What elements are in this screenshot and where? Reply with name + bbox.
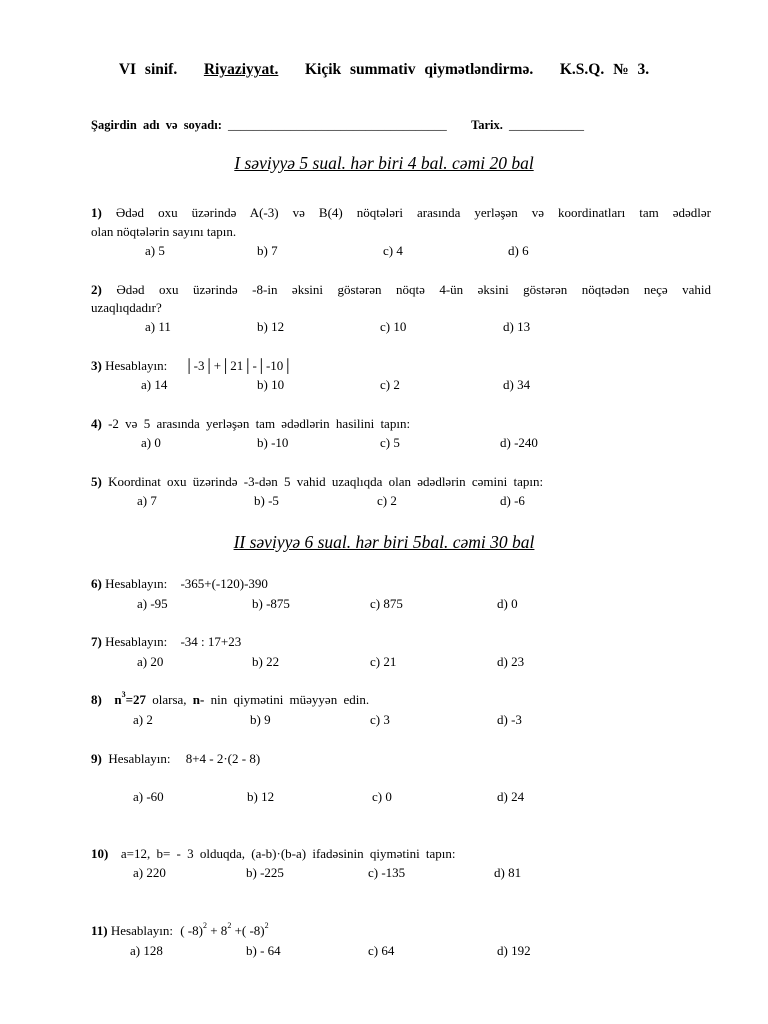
option-b[interactable]: b) 12 <box>257 319 285 334</box>
question-text: Ədəd oxu üzərində A(-3) və B(4) nöqtələri arasında yerləşən və koordinatları tam ədədlər <box>115 205 712 220</box>
question-number: 8) <box>91 692 102 707</box>
option-d[interactable]: d) -240 <box>500 435 538 450</box>
option-a[interactable]: a) 128 <box>130 943 163 958</box>
question-text: a=12, b= - 3 olduqda, (a-b)·(b-a) ifadəsinin qiymətini tapın: <box>120 846 456 861</box>
question-7 <box>91 634 241 650</box>
option-b[interactable]: b) - 64 <box>246 943 281 958</box>
subject-label: Riyaziyyat. <box>203 61 279 78</box>
question-label: Hesablayın: <box>110 923 173 938</box>
question-label: Hesablayın: <box>105 634 168 649</box>
option-c[interactable]: c) 5 <box>380 435 400 450</box>
question-number: 11) <box>91 923 108 938</box>
question-text: Ədəd oxu üzərində -8-in əksini göstərən nöqtə 4-ün əksini göstərən nöqtədən neçə vahid <box>116 282 712 297</box>
option-a[interactable]: a) 14 <box>141 377 168 392</box>
option-b[interactable]: b) -5 <box>254 493 279 508</box>
question-11 <box>91 923 269 939</box>
question-4 <box>91 416 410 432</box>
exponent: 2 <box>264 921 269 930</box>
option-b[interactable]: b) 7 <box>257 243 278 258</box>
option-a[interactable]: a) -60 <box>133 789 164 804</box>
option-c[interactable]: c) 21 <box>370 654 397 669</box>
option-b[interactable]: b) 9 <box>250 712 271 727</box>
question-number: 1) <box>91 205 102 220</box>
option-d[interactable]: d) 0 <box>497 596 518 611</box>
question-10 <box>91 846 456 862</box>
question-6 <box>91 576 268 592</box>
option-d[interactable]: d) 23 <box>497 654 525 669</box>
option-d[interactable]: d) 192 <box>497 943 531 958</box>
option-b[interactable]: b) -875 <box>252 596 290 611</box>
option-d[interactable]: d) 81 <box>494 865 522 880</box>
test-code: K.S.Q. № 3. <box>559 61 650 78</box>
option-b[interactable]: b) 22 <box>252 654 280 669</box>
test-title <box>0 61 768 79</box>
option-b[interactable]: b) -10 <box>257 435 289 450</box>
question-9 <box>91 751 260 767</box>
date-field[interactable]: ____________ <box>509 118 585 132</box>
question-number: 10) <box>91 846 109 861</box>
question-5 <box>91 474 543 490</box>
option-c[interactable]: c) 0 <box>372 789 392 804</box>
option-c[interactable]: c) 2 <box>380 377 400 392</box>
option-d[interactable]: d) -6 <box>500 493 525 508</box>
question-3 <box>91 358 293 374</box>
option-c[interactable]: c) -135 <box>368 865 406 880</box>
question-number: 7) <box>91 634 102 649</box>
variable-n: n <box>114 692 122 707</box>
exponent: 3 <box>121 690 126 699</box>
question-1-text-cont: olan nöqtələrin sayını tapın. <box>91 224 237 239</box>
question-number: 6) <box>91 576 102 591</box>
option-b[interactable]: b) 10 <box>257 377 285 392</box>
option-a[interactable]: a) 5 <box>145 243 165 258</box>
exponent: 2 <box>227 921 232 930</box>
option-d[interactable]: d) 6 <box>508 243 529 258</box>
question-expression: -34 : 17+23 <box>180 634 242 649</box>
question-expression: -365+(-120)-390 <box>180 576 268 591</box>
question-1 <box>91 205 711 221</box>
option-a[interactable]: a) 2 <box>133 712 153 727</box>
option-a[interactable]: a) -95 <box>137 596 168 611</box>
option-d[interactable]: d) 34 <box>503 377 531 392</box>
question-number: 2) <box>91 282 102 297</box>
option-a[interactable]: a) 11 <box>145 319 171 334</box>
grade-label: VI sinif. <box>118 61 178 78</box>
option-c[interactable]: c) 64 <box>368 943 395 958</box>
exponent: 2 <box>202 921 207 930</box>
student-name-label: Şagirdin adı və soyadı: <box>91 118 222 132</box>
variable-n: n- <box>192 692 205 707</box>
test-name: Kiçik summativ qiymətləndirmə. <box>304 61 534 78</box>
question-text: nin qiymətini müəyyən edin. <box>210 692 370 707</box>
term: ( -8) <box>180 923 203 938</box>
question-label: Hesablayın: <box>105 576 168 591</box>
question-expression: 8+4 - 2·(2 - 8) <box>185 751 261 766</box>
option-b[interactable]: b) 12 <box>247 789 275 804</box>
option-c[interactable]: c) 875 <box>370 596 403 611</box>
question-text: Koordinat oxu üzərində -3-dən 5 vahid uzaqlıqda olan ədədlərin cəmini tapın: <box>108 474 544 489</box>
term: + 8 <box>206 923 228 938</box>
option-d[interactable]: d) -3 <box>497 712 522 727</box>
option-d[interactable]: d) 24 <box>497 789 525 804</box>
section-2-title: II səviyyə 6 sual. hər biri 5bal. cəmi 30 bal <box>233 532 535 552</box>
question-label: Hesablayın: <box>108 751 171 766</box>
option-c[interactable]: c) 4 <box>383 243 403 258</box>
section-1-title: I səviyyə 5 sual. hər biri 4 bal. cəmi 20 bal <box>234 153 534 173</box>
option-a[interactable]: a) 7 <box>137 493 157 508</box>
question-label: Hesablayın: <box>105 358 168 373</box>
question-2 <box>91 282 711 298</box>
student-name-field[interactable]: ___________________________________ <box>228 118 447 132</box>
option-c[interactable]: c) 10 <box>380 319 407 334</box>
equation-value: =27 <box>125 692 146 707</box>
option-a[interactable]: a) 220 <box>133 865 166 880</box>
option-a[interactable]: a) 0 <box>141 435 161 450</box>
question-number: 3) <box>91 358 102 373</box>
question-number: 9) <box>91 751 102 766</box>
question-8 <box>91 692 369 708</box>
question-expression <box>180 923 268 938</box>
option-b[interactable]: b) -225 <box>246 865 284 880</box>
option-d[interactable]: d) 13 <box>503 319 531 334</box>
question-expression: │-3│+│21│-│-10│ <box>184 358 293 373</box>
question-number: 4) <box>91 416 102 431</box>
question-text: olarsa, <box>152 692 187 707</box>
option-a[interactable]: a) 20 <box>137 654 164 669</box>
option-c[interactable]: c) 2 <box>377 493 397 508</box>
student-info-line <box>91 118 584 133</box>
question-number: 5) <box>91 474 102 489</box>
date-label: Tarix. <box>471 118 503 132</box>
term: +( -8) <box>231 923 265 938</box>
question-text: -2 və 5 arasında yerləşən tam ədədlərin hasilini tapın: <box>108 416 411 431</box>
question-2-text-cont: uzaqlıqdadır? <box>91 300 162 315</box>
option-c[interactable]: c) 3 <box>370 712 390 727</box>
